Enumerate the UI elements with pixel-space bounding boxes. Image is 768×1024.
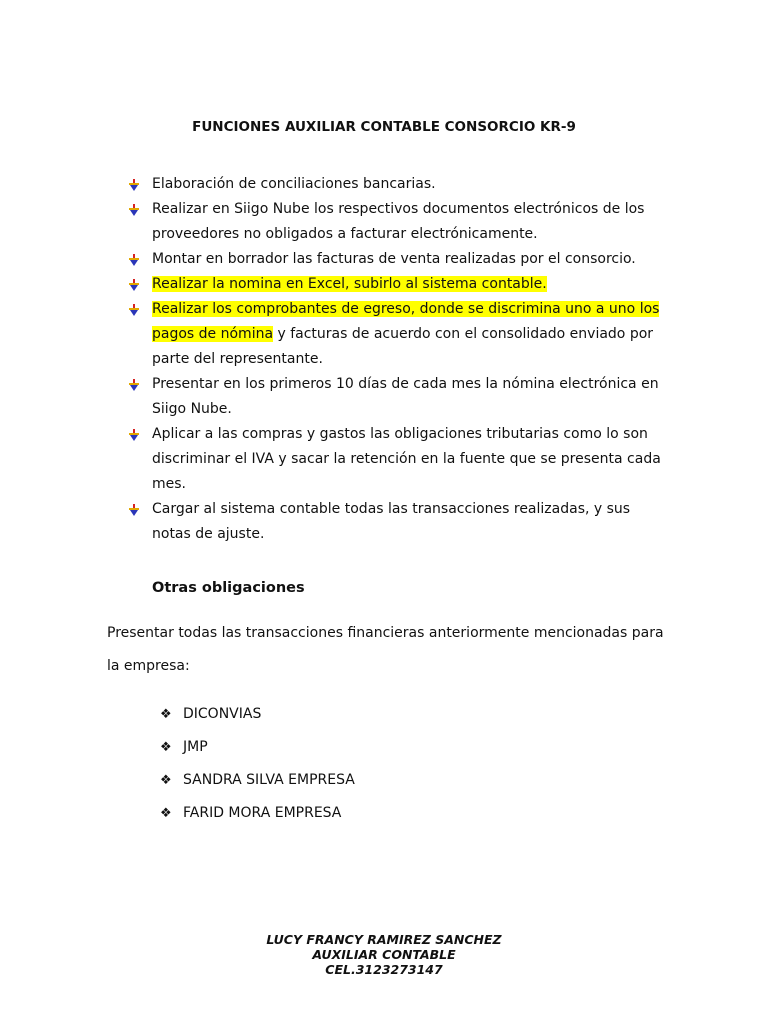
- task-highlighted-text: Realizar la nomina en Excel, subirlo al sistema contable.: [152, 276, 547, 292]
- arrow-down-bullet-icon: [128, 279, 140, 291]
- signature-role: AUXILIAR CONTABLE: [312, 947, 456, 962]
- diamond-bullet-icon: ❖: [160, 773, 172, 788]
- task-list: [128, 172, 668, 547]
- task-text: Cargar al sistema contable todas las transacciones realizadas, y sus notas de ajuste.: [152, 501, 631, 542]
- task-text: Presentar en los primeros 10 días de cada mes la nómina electrónica en Siigo Nube.: [152, 376, 659, 417]
- paragraph: Presentar todas las transacciones financieras anteriormente mencionadas para la empresa:: [107, 625, 664, 674]
- arrow-down-bullet-icon: [128, 429, 140, 441]
- company-name: JMP: [183, 739, 208, 755]
- task-highlighted-text: Realizar los comprobantes de egreso, donde se discrimina uno a uno los pagos de nómina: [152, 301, 660, 342]
- company-item: [160, 764, 355, 797]
- diamond-bullet-icon: ❖: [160, 707, 172, 722]
- document-title: FUNCIONES AUXILIAR CONTABLE CONSORCIO KR-9: [192, 119, 576, 135]
- task-text: Montar en borrador las facturas de venta realizadas por el consorcio.: [152, 251, 636, 267]
- task-item: [128, 197, 668, 247]
- task-item: [128, 272, 668, 297]
- signature-name: LUCY FRANCY RAMIREZ SANCHEZ: [266, 932, 502, 947]
- arrow-down-bullet-icon: [128, 204, 140, 216]
- task-item: [128, 497, 668, 547]
- company-item: [160, 698, 355, 731]
- arrow-down-bullet-icon: [128, 504, 140, 516]
- arrow-down-bullet-icon: [128, 254, 140, 266]
- task-item: [128, 247, 668, 272]
- task-text: Elaboración de conciliaciones bancarias.: [152, 176, 436, 192]
- diamond-bullet-icon: ❖: [160, 740, 172, 755]
- signature-block: [0, 932, 768, 977]
- company-list: [160, 698, 355, 830]
- company-name: FARID MORA EMPRESA: [183, 805, 342, 821]
- task-text: Aplicar a las compras y gastos las obligaciones tributarias como lo son discriminar el IVA y sacar la retención en la fuente que se presenta cada mes.: [152, 426, 661, 492]
- arrow-down-bullet-icon: [128, 379, 140, 391]
- company-name: SANDRA SILVA EMPRESA: [183, 772, 355, 788]
- arrow-down-bullet-icon: [128, 304, 140, 316]
- task-item: [128, 297, 668, 372]
- diamond-bullet-icon: ❖: [160, 806, 172, 821]
- task-text: y facturas de acuerdo con el consolidado enviado por parte del representante.: [152, 326, 654, 367]
- task-item: [128, 422, 668, 497]
- company-item: [160, 731, 355, 764]
- arrow-down-bullet-icon: [128, 179, 140, 191]
- task-item: [128, 172, 668, 197]
- section-heading: Otras obligaciones: [152, 580, 305, 596]
- task-text: Realizar en Siigo Nube los respectivos documentos electrónicos de los proveedores no obligados a facturar electrónicamente.: [152, 201, 645, 242]
- signature-phone: CEL.3123273147: [325, 962, 443, 977]
- company-item: [160, 797, 355, 830]
- company-name: DICONVIAS: [183, 706, 262, 722]
- task-item: [128, 372, 668, 422]
